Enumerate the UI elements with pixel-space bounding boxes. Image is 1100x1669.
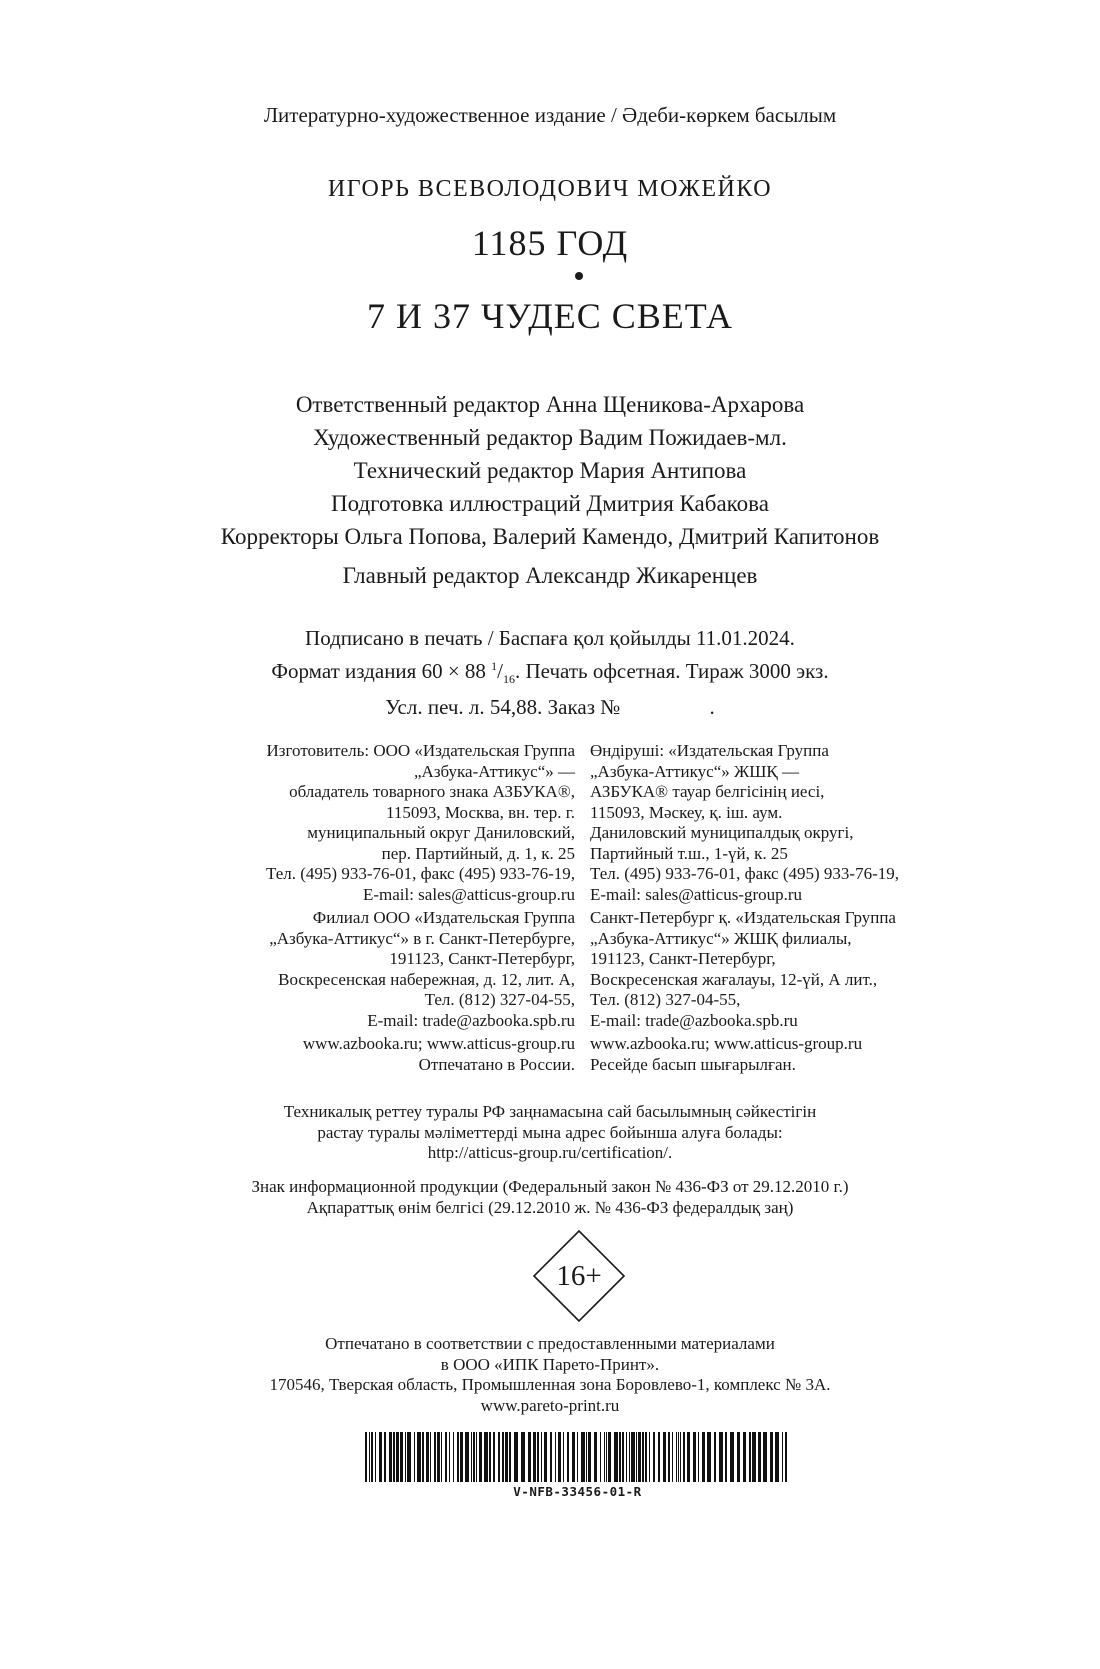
barcode-bar bbox=[537, 1432, 539, 1482]
barcode-bar bbox=[707, 1432, 711, 1482]
barcode-bar bbox=[476, 1432, 477, 1482]
branch-ru bbox=[110, 908, 575, 1031]
barcode-bar bbox=[550, 1432, 552, 1482]
barcode-bar bbox=[702, 1432, 705, 1482]
barcode-bar bbox=[608, 1432, 611, 1482]
branch-ru-line: E-mail: trade@azbooka.spb.ru bbox=[367, 1010, 575, 1030]
branch-kz-line: E-mail: trade@azbooka.spb.ru bbox=[590, 1010, 798, 1030]
barcode-bar bbox=[687, 1432, 690, 1482]
branch-kz bbox=[590, 908, 1030, 1031]
certification-line: растау туралы мәліметтерді мына адрес бойынша алуға болады: bbox=[317, 1122, 783, 1142]
format-prefix: Формат издания 60 × 88 bbox=[271, 659, 492, 683]
barcode-bar bbox=[371, 1432, 373, 1482]
barcode-bar bbox=[489, 1432, 491, 1482]
barcode-bar bbox=[775, 1432, 779, 1482]
barcode-bar bbox=[676, 1432, 677, 1482]
barcode-bar bbox=[600, 1432, 601, 1482]
barcode-bar bbox=[417, 1432, 421, 1482]
barcode-bar bbox=[453, 1432, 454, 1482]
barcode-bar bbox=[698, 1432, 699, 1482]
barcode-bar bbox=[437, 1432, 440, 1482]
barcode-bar bbox=[473, 1432, 475, 1482]
sites-ru bbox=[110, 1034, 575, 1075]
barcode-bar bbox=[514, 1432, 518, 1482]
barcode-bar bbox=[782, 1432, 783, 1482]
barcode-bar bbox=[642, 1432, 644, 1482]
barcode-bar bbox=[414, 1432, 415, 1482]
barcode-bar bbox=[678, 1432, 679, 1482]
certification-line: http://atticus-group.ru/certification/. bbox=[427, 1143, 673, 1162]
barcode-text: V-NFB-33456-01-R bbox=[513, 1484, 642, 1499]
barcode-bar bbox=[407, 1432, 411, 1482]
manufacturer-kz bbox=[590, 741, 1030, 905]
signed-to-print: Подписано в печать / Баспаға қол қойылды 11.01.2024. bbox=[305, 626, 795, 650]
barcode-bar bbox=[505, 1432, 508, 1482]
barcode-bar bbox=[785, 1432, 787, 1482]
barcode-bar bbox=[375, 1432, 376, 1482]
barcode-bar bbox=[430, 1432, 431, 1482]
manufacturer-kz-line: Өндіруші: «Издательская Группа bbox=[590, 741, 829, 760]
barcode-bar bbox=[509, 1432, 511, 1482]
barcode-bar bbox=[645, 1432, 647, 1482]
barcode-bar bbox=[528, 1432, 531, 1482]
barcode-bar bbox=[586, 1432, 587, 1482]
barcode-bar bbox=[460, 1432, 463, 1482]
barcode-bar bbox=[658, 1432, 660, 1482]
barcode-bar bbox=[680, 1432, 681, 1482]
manufacturer-kz-line: 115093, Мәскеу, қ. іш. аум. bbox=[590, 802, 783, 822]
format-slash: / bbox=[497, 659, 504, 683]
barcode-bar bbox=[445, 1432, 447, 1482]
barcode-bar bbox=[622, 1432, 624, 1482]
sites-ru-line: www.azbooka.ru; www.atticus-group.ru bbox=[302, 1034, 575, 1053]
barcode-bar bbox=[379, 1432, 382, 1482]
manufacturer-kz-line: АЗБУКА® тауар белгісінің иесі, bbox=[590, 782, 825, 801]
branch-kz-line: Воскресенская жағалауы, 12-үй, А лит., bbox=[590, 969, 878, 989]
barcode-bar bbox=[544, 1432, 547, 1482]
barcode-bar bbox=[588, 1432, 591, 1482]
barcode-bar bbox=[594, 1432, 597, 1482]
barcode-bar bbox=[606, 1432, 607, 1482]
printer-line: www.pareto-print.ru bbox=[480, 1395, 620, 1415]
editorial-staff bbox=[0, 388, 1100, 553]
barcode-bar bbox=[389, 1432, 392, 1482]
barcode-bar bbox=[743, 1432, 746, 1482]
sheets-order: Усл. печ. л. 54,88. Заказ № . bbox=[385, 695, 715, 720]
manufacturer-ru-line: E-mail: sales@atticus-group.ru bbox=[362, 884, 575, 904]
book-title-1: 1185 ГОД bbox=[471, 223, 629, 263]
barcode-icon bbox=[365, 1432, 790, 1482]
printer-line: 170546, Тверская область, Промышленная зона Боровлево-1, комплекс № 3А. bbox=[269, 1375, 831, 1394]
barcode-bar bbox=[521, 1432, 525, 1482]
barcode-bar bbox=[457, 1432, 459, 1482]
barcode-bar bbox=[752, 1432, 756, 1482]
barcode-bar bbox=[693, 1432, 696, 1482]
barcode-bar bbox=[369, 1432, 370, 1482]
manufacturer-ru-line: Изготовитель: ООО «Издательская Группа bbox=[266, 741, 575, 760]
barcode-bar bbox=[405, 1432, 406, 1482]
barcode-bar bbox=[737, 1432, 740, 1482]
barcode-bar bbox=[441, 1432, 442, 1482]
branch-ru-line: 191123, Санкт-Петербург, bbox=[389, 949, 575, 968]
age-rating-text: 16+ bbox=[556, 1260, 602, 1292]
barcode-bar bbox=[638, 1432, 641, 1482]
barcode-bar bbox=[384, 1432, 386, 1482]
printer-line: Отпечатано в соответствии с предоставленными материалами bbox=[325, 1334, 775, 1353]
branch-ru-line: Тел. (812) 327-04-55, bbox=[424, 990, 575, 1009]
printer-info bbox=[0, 1334, 1100, 1416]
barcode-bar bbox=[636, 1432, 637, 1482]
manufacturer-kz-line: E-mail: sales@atticus-group.ru bbox=[590, 884, 803, 904]
manufacturer-ru-line: муниципальный округ Даниловский, bbox=[307, 823, 575, 842]
format-line bbox=[0, 652, 1100, 693]
certification-line: Техникалық реттеу туралы РФ заңнамасына сай басылымның сәйкестігін bbox=[283, 1102, 817, 1121]
barcode-bar bbox=[400, 1432, 403, 1482]
printer-line: в ООО «ИПК Парето-Принт». bbox=[440, 1354, 660, 1374]
barcode-bar bbox=[533, 1432, 536, 1482]
barcode-bar bbox=[770, 1432, 773, 1482]
staff-line: Ответственный редактор Анна Щеникова-Архарова bbox=[295, 392, 805, 417]
barcode-bar bbox=[581, 1432, 585, 1482]
branch-ru-line: „Азбука-Аттикус“» в г. Санкт-Петербурге, bbox=[269, 928, 575, 948]
barcode-bar bbox=[758, 1432, 761, 1482]
format-numerator: 1 bbox=[491, 659, 498, 673]
manufacturer-kz-line: Даниловский муниципалдық округі, bbox=[590, 823, 854, 842]
barcode-bar bbox=[471, 1432, 472, 1482]
barcode-bar bbox=[619, 1432, 621, 1482]
format-suffix: . Печать офсетная. Тираж 3000 экз. bbox=[515, 659, 829, 683]
barcode-bar bbox=[668, 1432, 670, 1482]
barcode-bar bbox=[719, 1432, 723, 1482]
barcode-bar bbox=[558, 1432, 561, 1482]
barcode-bar bbox=[653, 1432, 655, 1482]
barcode-bar bbox=[663, 1432, 666, 1482]
manufacturer-kz-line: Партийный т.ш., 1-үй, к. 25 bbox=[590, 843, 788, 863]
branch-kz-line: Тел. (812) 327-04-55, bbox=[590, 990, 741, 1009]
sites-kz-line: www.azbooka.ru; www.atticus-group.ru bbox=[590, 1034, 863, 1053]
genre-line: Литературно-художественное издание / Әдеби-көркем басылым bbox=[263, 103, 837, 127]
barcode-bar bbox=[629, 1432, 630, 1482]
manufacturer-ru-line: обладатель товарного знака АЗБУКА®, bbox=[289, 782, 575, 801]
barcode-bar bbox=[730, 1432, 734, 1482]
barcode-bar bbox=[604, 1432, 605, 1482]
barcode-bar bbox=[672, 1432, 673, 1482]
branch-kz-line: „Азбука-Аттикус“» ЖШҚ филиалы, bbox=[590, 928, 852, 948]
barcode-bar bbox=[393, 1432, 395, 1482]
barcode-bar bbox=[396, 1432, 399, 1482]
barcode-bar bbox=[763, 1432, 767, 1482]
barcode-bar bbox=[714, 1432, 716, 1482]
certification-note bbox=[0, 1102, 1100, 1164]
manufacturer-ru bbox=[110, 741, 575, 905]
barcode-bar bbox=[614, 1432, 618, 1482]
sites-kz bbox=[590, 1034, 1030, 1075]
barcode-bar bbox=[498, 1432, 500, 1482]
staff-line: Подготовка иллюстраций Дмитрия Кабакова bbox=[331, 491, 769, 516]
barcode-bar bbox=[572, 1432, 575, 1482]
barcode-bar bbox=[422, 1432, 424, 1482]
chief-editor: Главный редактор Александр Жикаренцев bbox=[342, 563, 758, 588]
sites-kz-line: Ресейде басып шығарылған. bbox=[590, 1054, 796, 1074]
manufacturer-ru-line: пер. Партийный, д. 1, к. 25 bbox=[381, 843, 575, 863]
barcode-bar bbox=[577, 1432, 578, 1482]
manufacturer-ru-line: Тел. (495) 933-76-01, факс (495) 933-76-19, bbox=[266, 864, 575, 883]
barcode-bar bbox=[541, 1432, 542, 1482]
branch-kz-line: 191123, Санкт-Петербург, bbox=[590, 949, 776, 968]
manufacturer-kz-line: Тел. (495) 933-76-01, факс (495) 933-76-19, bbox=[590, 864, 899, 883]
barcode-bar bbox=[649, 1432, 650, 1482]
author-name: ИГОРЬ ВСЕВОЛОДОВИЧ МОЖЕЙКО bbox=[327, 176, 773, 202]
barcode-bar bbox=[426, 1432, 429, 1482]
law-note bbox=[0, 1177, 1100, 1218]
title-separator-dot bbox=[575, 272, 583, 280]
manufacturer-ru-line: 115093, Москва, вн. тер. г. bbox=[385, 802, 575, 822]
sites-ru-line: Отпечатано в России. bbox=[418, 1054, 575, 1074]
print-info bbox=[0, 624, 1100, 721]
barcode-bar bbox=[493, 1432, 495, 1482]
barcode-bar bbox=[502, 1432, 504, 1482]
barcode-bar bbox=[449, 1432, 450, 1482]
manufacturer-ru-line: „Азбука-Аттикус“» — bbox=[414, 761, 575, 781]
branch-ru-line: Филиал ООО «Издательская Группа bbox=[312, 908, 575, 927]
manufacturer-kz-line: „Азбука-Аттикус“» ЖШҚ — bbox=[590, 761, 799, 781]
barcode-bar bbox=[465, 1432, 469, 1482]
barcode-bar bbox=[555, 1432, 556, 1482]
staff-line: Художественный редактор Вадим Пожидаев-мл. bbox=[313, 425, 787, 450]
barcode-bar bbox=[567, 1432, 569, 1482]
law-line: Знак информационной продукции (Федеральный закон № 436-ФЗ от 29.12.2010 г.) bbox=[251, 1177, 849, 1196]
barcode-bar bbox=[626, 1432, 627, 1482]
book-title-2: 7 И 37 ЧУДЕС СВЕТА bbox=[366, 296, 733, 336]
barcode-bar bbox=[365, 1432, 367, 1482]
barcode-bar bbox=[749, 1432, 751, 1482]
barcode-bar bbox=[725, 1432, 727, 1482]
age-rating-badge bbox=[532, 1229, 626, 1323]
barcode-bar bbox=[479, 1432, 482, 1482]
barcode-bar bbox=[631, 1432, 635, 1482]
barcode-bar bbox=[683, 1432, 685, 1482]
barcode-bar bbox=[563, 1432, 564, 1482]
branch-kz-line: Санкт-Петербург қ. «Издательская Группа bbox=[590, 908, 896, 927]
law-line: Ақпараттық өнім белгісі (29.12.2010 ж. № 436-ФЗ федералдық заң) bbox=[306, 1197, 794, 1217]
barcode-bar bbox=[484, 1432, 488, 1482]
branch-ru-line: Воскресенская набережная, д. 12, лит. А, bbox=[278, 969, 575, 989]
staff-line: Корректоры Ольга Попова, Валерий Камендо, Дмитрий Капитонов bbox=[220, 524, 880, 549]
format-denominator: 16 bbox=[503, 672, 516, 687]
barcode-bar bbox=[434, 1432, 436, 1482]
staff-line: Технический редактор Мария Антипова bbox=[353, 458, 747, 483]
